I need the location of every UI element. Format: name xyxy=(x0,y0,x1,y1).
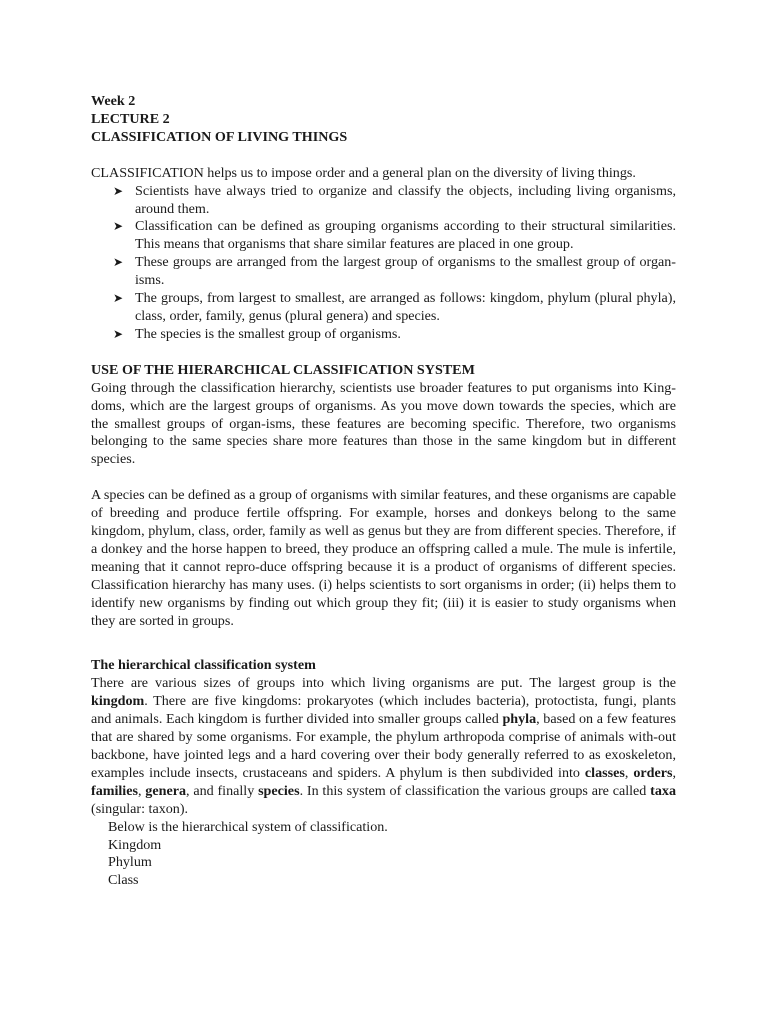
term-species: species xyxy=(258,782,300,799)
paragraph-hierarchy-features: Going through the classification hierarchy, scientists use broader features to put organisms into King-doms, which are the largest groups of organisms. As you move down towards the species, which are the smallest groups of organ-isms, these features are becoming specific. Therefore, two organisms belonging to the same species share more features than those in the same kingdom but in different species. xyxy=(91,379,676,468)
arrowhead-bullet-icon: ➤ xyxy=(113,219,124,234)
bullet-item xyxy=(113,218,676,254)
term-orders: orders xyxy=(633,764,673,781)
arrowhead-bullet-icon: ➤ xyxy=(113,183,124,198)
term-families: families xyxy=(91,782,138,799)
paragraph-group-sizes: There are various sizes of groups into which living organisms are put. The largest group is the kingdom. There are five kingdoms: prokaryotes (which includes bacteria), protoctista, fungi, plants and animals. Each kingdom is further divided into smaller groups called phyla, based on a few features that are shared by some organisms. For example, the phylum arthropoda comprise of animals with-out backbone, have jointed legs and a hard covering over their body generally referred to as exoskeleton, examples include insects, crustaceans and spiders. A phylum is then subdivided into classes, orders, families, genera, and finally species. In this system of classification the various groups are called taxa (singular: taxon). xyxy=(91,675,676,817)
bullet-item xyxy=(113,254,676,290)
term-genera: genera xyxy=(145,782,186,799)
document-content xyxy=(91,93,676,890)
arrowhead-bullet-icon: ➤ xyxy=(113,255,124,270)
bullet-item xyxy=(113,325,676,344)
bullet-text: Scientists have always tried to organize and classify the objects, including living organisms, around them. xyxy=(135,182,676,217)
section-heading-use: USE OF THE HIERARCHICAL CLASSIFICATION SYSTEM xyxy=(91,361,475,378)
bullet-list xyxy=(91,183,676,344)
term-phyla: phyla xyxy=(502,711,537,728)
bullet-item xyxy=(113,182,676,219)
term-classes: classes xyxy=(584,764,625,781)
bullet-text: These groups are arranged from the largest group of organisms to the smallest group of organ-isms. xyxy=(135,254,676,289)
bullet-text: The groups, from largest to smallest, are arranged as follows: kingdom, phylum (plural phyla), class, order, family, genus (plural genera) and species. xyxy=(135,290,676,324)
bullet-text: Classification can be defined as grouping organisms according to their structural similarities. This means that organisms that share similar features are placed in one group. xyxy=(135,218,676,253)
term-kingdom: kingdom xyxy=(91,693,145,710)
lecture-label: LECTURE 2 xyxy=(91,110,170,127)
paragraph-species-definition: A species can be defined as a group of organisms with similar features, and these organisms are capable of breeding and produce fertile offspring. For example, horses and donkeys belong to the same kingdom, phylum, class, order, family as well as genus but they are from different species. Therefore, if a donkey and the horse happen to breed, they produce an offspring called a mule. The mule is infertile, meaning that it cannot repro-duce offspring because it is a product of organisms of different species. Classification hierarchy has many uses. (i) helps scientists to sort organisms in order; (ii) helps them to identify new organisms by finding out which group they fit; (iii) it is easier to study organisms when they are sorted in groups. xyxy=(91,487,676,629)
section-heading-system: The hierarchical classification system xyxy=(91,657,316,674)
document-title: CLASSIFICATION OF LIVING THINGS xyxy=(91,128,348,145)
bullet-text: The species is the smallest group of organisms. xyxy=(135,325,401,342)
hierarchy-level: Class xyxy=(108,872,139,889)
bullet-item xyxy=(113,290,676,326)
week-label: Week 2 xyxy=(91,93,136,109)
term-taxa: taxa xyxy=(650,782,676,799)
hierarchy-level: Phylum xyxy=(108,854,152,871)
intro-paragraph: CLASSIFICATION helps us to impose order and a general plan on the diversity of living things. xyxy=(91,164,636,181)
hierarchy-intro-line: Below is the hierarchical system of classification. xyxy=(108,818,388,835)
arrowhead-bullet-icon: ➤ xyxy=(113,326,124,341)
hierarchy-level: Kingdom xyxy=(108,836,162,853)
arrowhead-bullet-icon: ➤ xyxy=(113,291,124,306)
